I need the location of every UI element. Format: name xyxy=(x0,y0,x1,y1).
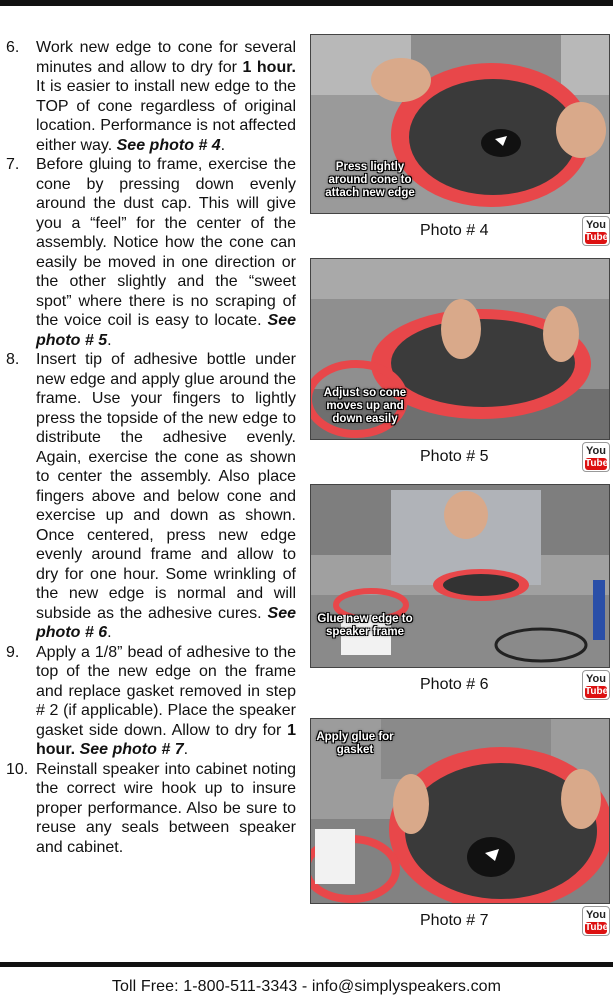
step-number: 9. xyxy=(6,643,20,661)
photo-reference: See photo # 7 xyxy=(79,741,184,758)
photo-callout: Glue new edge to speaker frame xyxy=(317,613,413,638)
photo-7-block xyxy=(310,718,610,938)
step-number: 8. xyxy=(6,351,20,368)
step-10 xyxy=(6,760,296,858)
step-emphasis: 1 hour. xyxy=(36,721,296,758)
photo-caption: Photo # 5 xyxy=(420,448,489,465)
youtube-tube-text: Tube xyxy=(585,458,609,469)
photo-4-block xyxy=(310,34,610,248)
photo-5 xyxy=(310,258,610,440)
footer-contact: Toll Free: 1-800-511-3343 - info@simplyspeakers.com xyxy=(111,978,502,995)
photo-caption: Photo # 4 xyxy=(420,222,489,239)
step-text: Insert tip of adhesive bottle under new edge and apply glue around the frame. Use your fingers to lightly press the topside of the new edge to distribute the adhesive evenly. Again, exercise the cone as shown to center the assembly. Also place fingers above and below cone and exercise up and down as shown. Once centered, press new edge evenly around frame and allow to dry for one hour. Some wrinkling of the new edge is normal and will subside as the adhesive cures. xyxy=(36,351,296,622)
photo-caption-row xyxy=(310,668,610,702)
photo-4 xyxy=(310,34,610,214)
bottom-rule xyxy=(0,962,613,967)
instruction-steps xyxy=(6,38,296,857)
step-text: Before gluing to frame, exercise the cone by pressing down evenly around the dust cap. This will give you a “feel” for the center of the assembly. Notice how the cone can easily be moved in one direction or the other slightly and the “sweet spot” where there is no scraping of the voice coil is easy to locate. xyxy=(36,156,296,329)
photo-callout: Apply glue for gasket xyxy=(316,731,394,756)
step-text: Apply a 1/8” bead of adhesive to the top of the new edge on the frame and replace gasket removed in step # 2 (if applicable). Place the speaker gasket side down. Allow to dry for xyxy=(36,643,296,739)
step-number: 7. xyxy=(6,156,20,173)
step-7 xyxy=(6,155,296,350)
step-emphasis: 1 hour. xyxy=(242,58,297,76)
step-text: . xyxy=(107,624,112,641)
step-number: 6. xyxy=(6,39,20,56)
photo-reference: See photo # 5 xyxy=(36,312,296,349)
photo-callout: Press lightly around cone to attach new edge xyxy=(325,161,415,199)
photo-caption: Photo # 7 xyxy=(420,912,489,929)
photo-callout: Adjust so cone moves up and down easily xyxy=(323,387,407,425)
youtube-tube-text: Tube xyxy=(585,922,609,933)
photo-7 xyxy=(310,718,610,904)
step-9 xyxy=(6,643,296,760)
step-text: . xyxy=(183,741,189,758)
photo-6 xyxy=(310,484,610,668)
youtube-you-text: You xyxy=(586,219,606,231)
speaker-photo-illustration xyxy=(311,485,609,667)
youtube-you-text: You xyxy=(586,909,606,921)
youtube-icon[interactable] xyxy=(582,906,610,936)
photo-caption-row xyxy=(310,440,610,474)
step-text: Work new edge to cone for several minutes and allow to dry for xyxy=(36,39,296,76)
photo-caption-row xyxy=(310,904,610,938)
photo-reference: See photo # 4 xyxy=(116,136,221,154)
step-text: . xyxy=(220,136,226,154)
youtube-tube-text: Tube xyxy=(585,686,609,697)
youtube-you-text: You xyxy=(586,673,606,685)
step-6 xyxy=(6,38,296,155)
youtube-tube-text: Tube xyxy=(585,232,609,243)
top-rule xyxy=(0,0,613,6)
step-number: 10. xyxy=(6,760,29,778)
step-text: . xyxy=(107,331,112,349)
photo-caption-row xyxy=(310,214,610,248)
youtube-you-text: You xyxy=(586,445,606,457)
photo-caption: Photo # 6 xyxy=(420,676,489,693)
photo-5-block xyxy=(310,258,610,474)
step-8 xyxy=(6,350,296,643)
photo-reference: See photo # 6 xyxy=(36,604,296,641)
step-text: Reinstall speaker into cabinet noting the correct wire hook up to insure proper performance. Also be sure to reuse any seals between speaker and cabinet. xyxy=(36,760,296,856)
youtube-icon[interactable] xyxy=(582,442,610,472)
youtube-icon[interactable] xyxy=(582,670,610,700)
youtube-icon[interactable] xyxy=(582,216,610,246)
step-text: It is easier to install new edge to the TOP of cone regardless of original location. Performance is not affected either way. xyxy=(36,78,296,154)
photo-6-block xyxy=(310,484,610,702)
